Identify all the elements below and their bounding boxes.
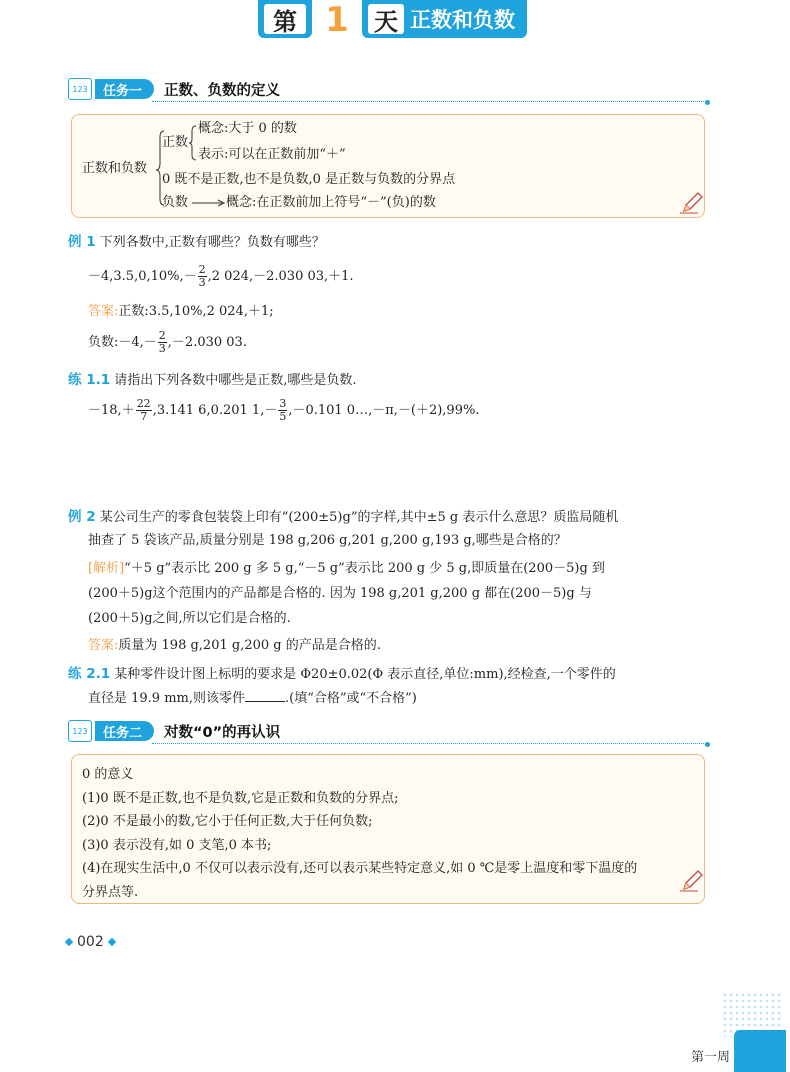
example1-numbers (88, 264, 354, 289)
practice2-label: 练 2.1 (68, 666, 111, 682)
task1-name: 正数、负数的定义 (164, 82, 281, 99)
page-number (66, 934, 115, 950)
fraction-22-7: $\frac{22}{7}$ (136, 397, 151, 424)
week-label: 第一周 (690, 1050, 730, 1065)
concept-positive: 正数 (162, 135, 189, 150)
task2-divider-dot (705, 742, 710, 747)
example1-numbers-a: －4,3.5,0,10%,－ (88, 269, 197, 285)
zero-meaning-item: (1)0 既不是正数,也不是负数,它是正数和负数的分界点; (82, 790, 399, 806)
example1-question (68, 232, 728, 253)
example2-question: 例 2 某公司生产的零食包装袋上印有“(200±5)g”的字样,其中±5 g 表示什么意思？质监局随机 抽查了 5 袋该产品,质量分别是 198 g,206 g,201 g,200 g,193 g,哪些是合格的？ (68, 509, 619, 548)
answer-label: 答案: (88, 304, 119, 319)
example1-answer-positive (88, 302, 274, 322)
fraction-2-3: $\frac{2}{3}$ (198, 263, 206, 290)
practice1-numbers: －18,＋ $\frac{22}{7}$ ,3.141 6,0.201 1,－ $\frac{3}{5}$ ,－0.101 0…,－π,－(＋2),99%. (88, 397, 480, 424)
task2-bar (68, 718, 708, 744)
answer-positive: 正数:3.5,10%,2 024,＋1; (118, 304, 274, 319)
concept-pos-representation: 表示:可以在正数前加“＋” (198, 147, 346, 162)
example2-label: 例 2 (68, 509, 96, 525)
concept-zero: 0 既不是正数,也不是负数,0 是正数与负数的分界点 (162, 172, 456, 187)
concept-box-definition (71, 114, 705, 218)
zero-meaning-title: 0 的意义 (82, 767, 134, 782)
concept-neg-definition: 概念:在正数前加上符号“－”(负)的数 (226, 195, 436, 210)
practice1-question (68, 370, 728, 391)
page-number-text: 002 (77, 934, 104, 950)
task1-divider-dot (705, 100, 710, 105)
concept-root: 正数和负数 (82, 161, 148, 176)
zero-meaning-item: (2)0 不是最小的数,它小于任何正数,大于任何负数; (82, 814, 373, 829)
zero-meaning-item: (4)在现实生活中,0 不仅可以表示没有,还可以表示某些特定意义,如 0 ℃是零上温度和零下温度的 (82, 861, 638, 876)
task1-divider (152, 101, 708, 102)
example1-label: 例 1 (68, 234, 96, 250)
analysis-label: [解析] (88, 561, 125, 576)
example1-answer-negative: 负数:－4,－ $\frac{2}{3}$ ,－2.030 03. (88, 329, 247, 356)
diamond-icon (65, 938, 73, 946)
header-di: 第 (264, 4, 306, 34)
pencil-icon (678, 189, 704, 215)
header-di-box (258, 0, 312, 38)
header-tian: 天 (368, 4, 404, 34)
example2-answer: 答案:质量为 198 g,201 g,200 g 的产品是合格的. (88, 638, 381, 653)
header-day-number: 1 (325, 0, 349, 40)
concept-negative: 负数 (162, 195, 189, 210)
fraction-3-5: $\frac{3}{5}$ (279, 397, 287, 424)
zero-meaning-item: (3)0 表示没有,如 0 支笔,0 本书; (82, 837, 272, 853)
task2-label: 任务二 (95, 721, 154, 741)
diamond-icon (107, 938, 115, 946)
task1-label: 任务一 (95, 79, 154, 99)
task2-name: 对数“0”的再认识 (164, 724, 281, 741)
task2-divider (152, 743, 708, 744)
week-tab-decoration (734, 1030, 786, 1072)
zero-meaning-item-cont: 分界点等. (82, 884, 139, 900)
day-header (258, 0, 527, 40)
concept-box-zero (71, 754, 705, 904)
header-title: 正数和负数 (410, 8, 515, 32)
pencil-icon (678, 867, 704, 893)
concept-pos-definition: 概念:大于 0 的数 (198, 121, 297, 136)
zero-meaning-list (82, 763, 692, 904)
practice2-question: 练 2.1 某种零件设计图上标明的要求是 Φ20±0.02(Φ 表示直径,单位:mm),经检查,一个零件的 直径是 19.9 mm,则该零件 .(填“合格”或“不合格”) (68, 666, 616, 706)
task1-bar (68, 76, 708, 102)
practice1-text: 请指出下列各数中哪些是正数,哪些是负数. (114, 373, 357, 388)
fraction-2-3-answer: $\frac{2}{3}$ (158, 329, 166, 356)
answer-blank (245, 689, 285, 702)
example1-text: 下列各数中,正数有哪些？负数有哪些？ (99, 235, 325, 250)
example2-analysis: [解析]“＋5 g”表示比 200 g 多 5 g,“－5 g”表示比 200 g 少 5 g,即质量在(200－5)g 到 (200＋5)g这个范围内的产品都是合格的. 因为 198 g,201 g,200 g 都在(200－5)g 与 (200＋5)g之间,所以它们是合格的. (88, 561, 605, 626)
example1-numbers-b: ,2 024,－2.030 03,＋1. (207, 269, 354, 285)
task1-badge-icon: 123 (68, 78, 92, 100)
practice1-label: 练 1.1 (68, 372, 111, 388)
header-title-box (362, 0, 527, 38)
task2-badge-icon: 123 (68, 720, 92, 742)
